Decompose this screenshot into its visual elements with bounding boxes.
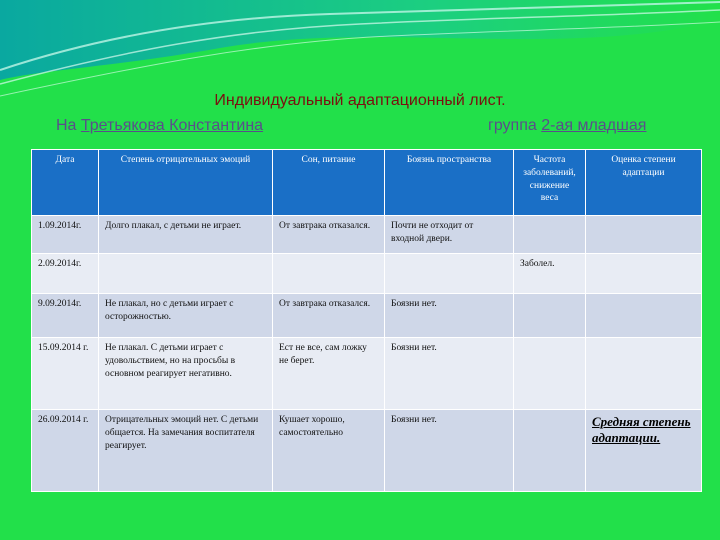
cell-assessment: [586, 294, 702, 338]
cell-sleep: От завтрака отказался.: [273, 216, 385, 254]
cell-date: 9.09.2014г.: [32, 294, 99, 338]
cell-date: 15.09.2014 г.: [32, 338, 99, 410]
cell-sleep: [273, 254, 385, 294]
adaptation-table: [31, 149, 702, 492]
cell-date: 26.09.2014 г.: [32, 410, 99, 492]
cell-sleep: Ест не все, сам ложку не берет.: [273, 338, 385, 410]
cell-fear: Боязни нет.: [385, 410, 514, 492]
table-row: [32, 254, 702, 294]
cell-assessment: [586, 410, 702, 492]
assessment-result: Средняя степень адаптации.: [592, 414, 691, 446]
cell-fear: Боязни нет.: [385, 338, 514, 410]
header-date: Дата: [32, 150, 99, 216]
header-illness: Частота заболеваний, снижение веса: [514, 150, 586, 216]
cell-illness: [514, 338, 586, 410]
cell-emotions: Не плакал. С детьми играет с удовольствием, но на просьбы в основном реагирует негативно.: [99, 338, 273, 410]
cell-emotions: Не плакал, но с детьми играет с осторожностью.: [99, 294, 273, 338]
cell-illness: Заболел.: [514, 254, 586, 294]
cell-assessment: [586, 216, 702, 254]
header-assessment: Оценка степени адаптации: [586, 150, 702, 216]
cell-assessment: [586, 254, 702, 294]
cell-emotions: Отрицательных эмоций нет. С детьми общается. На замечания воспитателя реагирует.: [99, 410, 273, 492]
cell-sleep: Кушает хорошо, самостоятельно: [273, 410, 385, 492]
name-prefix: На: [56, 117, 77, 134]
table-row: [32, 410, 702, 492]
child-line: [56, 117, 263, 135]
header-emotions: Степень отрицательных эмоций: [99, 150, 273, 216]
cell-illness: [514, 410, 586, 492]
group-line: [488, 117, 646, 135]
cell-date: 1.09.2014г.: [32, 216, 99, 254]
cell-fear: Почти не отходит от входной двери.: [385, 216, 514, 254]
cell-fear: [385, 254, 514, 294]
cell-sleep: От завтрака отказался.: [273, 294, 385, 338]
group-prefix: группа: [488, 117, 537, 134]
table-row: [32, 338, 702, 410]
cell-fear: Боязни нет.: [385, 294, 514, 338]
cell-assessment: [586, 338, 702, 410]
child-name: Третьякова Константина: [80, 117, 264, 134]
group-name: 2-ая младшая: [541, 117, 647, 134]
cell-emotions: Долго плакал, с детьми не играет.: [99, 216, 273, 254]
sheet-title: Индивидуальный адаптационный лист.: [214, 92, 506, 109]
header-fear: Боязнь пространства: [385, 150, 514, 216]
table-header-row: [32, 150, 702, 216]
table-row: [32, 216, 702, 254]
header-sleep: Сон, питание: [273, 150, 385, 216]
cell-emotions: [99, 254, 273, 294]
cell-illness: [514, 216, 586, 254]
cell-illness: [514, 294, 586, 338]
table-row: [32, 294, 702, 338]
cell-date: 2.09.2014г.: [32, 254, 99, 294]
